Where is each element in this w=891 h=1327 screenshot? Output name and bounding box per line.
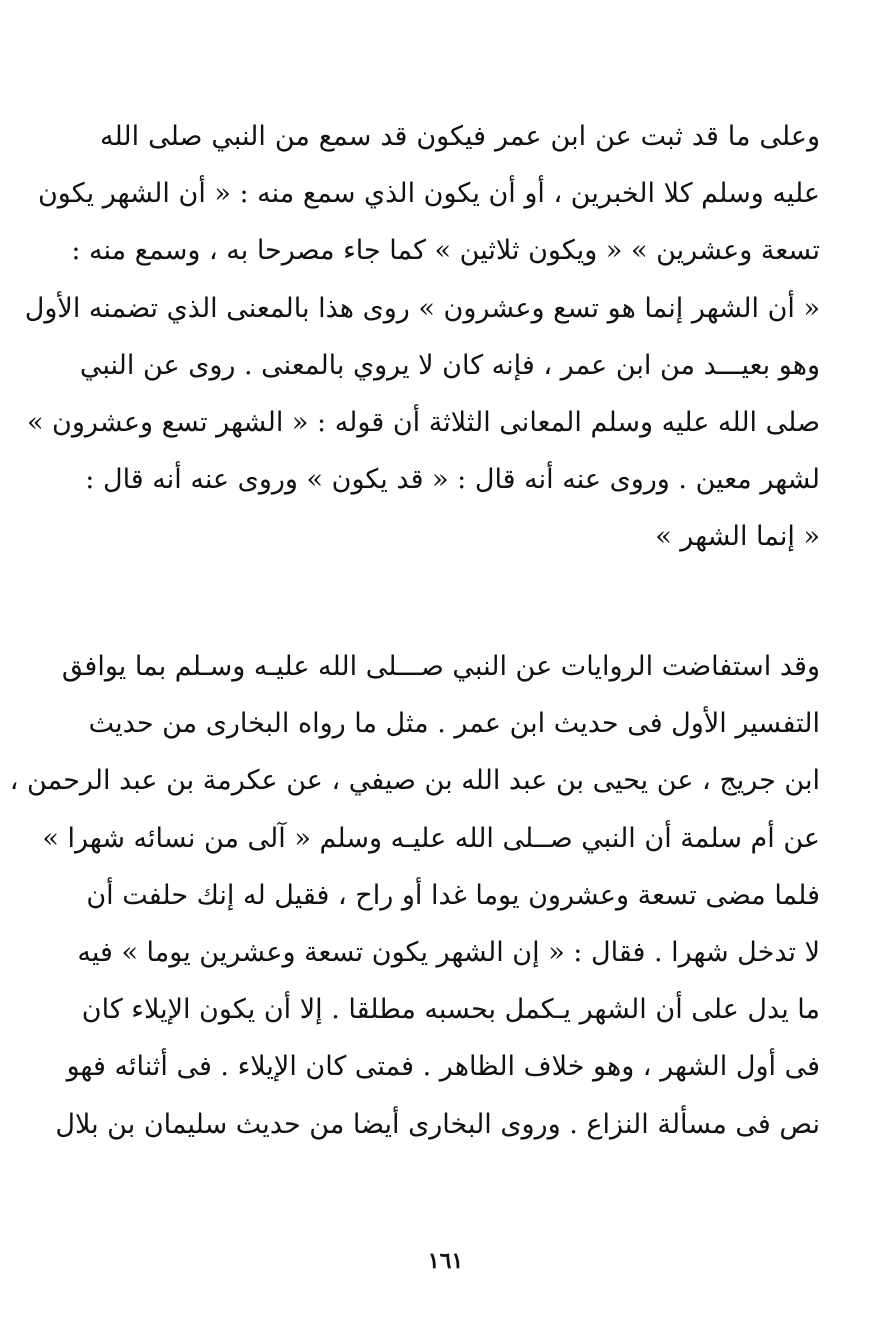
page-number: ١٦١ [427,1248,464,1274]
text-line: التفسير الأول فى حديث ابن عمر . مثل ما رواه البخارى من حديث [88,708,820,740]
paragraph-1 [24,108,820,566]
text-line: فى أول الشهر ، وهو خلاف الظاهر . فمتى كان الإيلاء . فى أثنائه فهو [66,1051,820,1083]
text-line: عليه وسلم كلا الخبرين ، أو أن يكون الذي سمع منه : « أن الشهر يكون [37,178,820,210]
text-line: ما يدل على أن الشهر يـكمل بحسبه مطلقا . إلا أن يكون الإيلاء كان [81,994,820,1026]
paragraph-2 [9,638,820,1153]
text-line: عن أم سلمة أن النبي صــلى الله عليـه وسلم « آلى من نسائه شهرا » [42,822,820,854]
text-line: فلما مضى تسعة وعشرون يوما غدا أو راح ، فقيل له إنك حلفت أن [86,879,820,911]
text-line: ابن جريج ، عن يحيى بن عبد الله بن صيفي ، عن عكرمة بن عبد الرحمن ، [9,765,820,797]
text-line: وهو بعيـــد من ابن عمر ، فإنه كان لا يروي بالمعنى . روى عن النبي [79,349,820,381]
text-line: وقد استفاضت الروايات عن النبي صـــلى الله عليـه وسـلم بما يوافق [61,651,820,682]
text-line: نص فى مسألة النزاع . وروى البخارى أيضا من حديث سليمان بن بلال [55,1108,820,1140]
text-line: لشهر معين . وروى عنه أنه قال : « قد يكون » وروى عنه أنه قال : [85,464,820,496]
text-line: وعلى ما قد ثبت عن ابن عمر فيكون قد سمع من النبي صلى الله [100,121,820,152]
text-line: تسعة وعشرين » « ويكون ثلاثين » كما جاء مصرحا به ، وسمع منه : [71,235,820,267]
text-line: « إنما الشهر » [655,521,820,553]
text-line: صلى الله عليه وسلم المعانى الثلاثة أن قوله : « الشهر تسع وعشرون » [26,406,820,438]
text-line: « أن الشهر إنما هو تسع وعشرون » روى هذا بالمعنى الذي تضمنه الأول [24,292,820,324]
text-line: لا تدخل شهرا . فقال : « إن الشهر يكون تسعة وعشرين يوما » فيه [77,936,820,968]
